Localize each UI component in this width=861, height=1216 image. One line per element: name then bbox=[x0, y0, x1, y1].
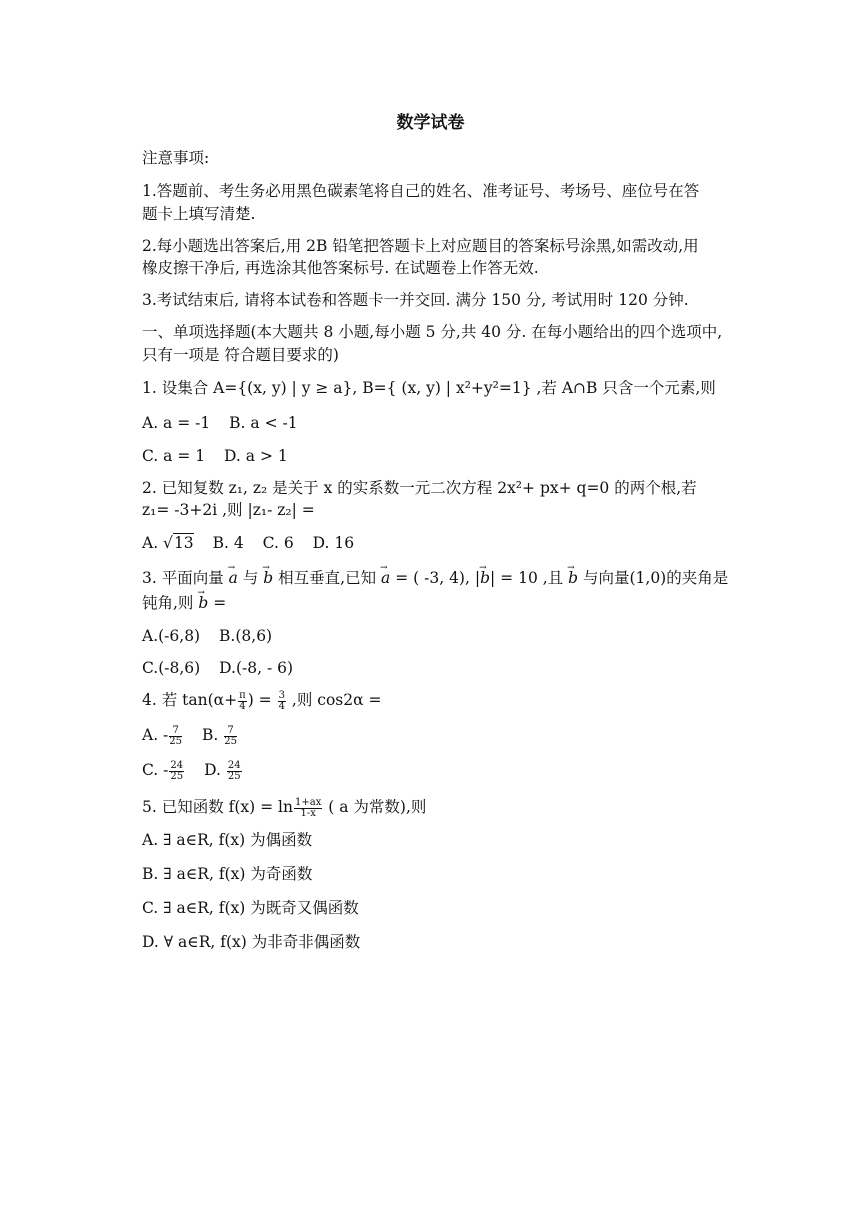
question-3-stem-line-1: 3. 平面向量 → a 与 → b 相互垂直,已知 → a = ( -3, 4), |→ b| = 10 ,且 → b 与向量(1,0)的夹角是 bbox=[142, 568, 728, 588]
question-4-option-c: C. - $\frac{24}{25}$ bbox=[142, 759, 184, 782]
question-3-option-a: A.(-6,8) bbox=[142, 627, 201, 645]
question-5-option-a: A. ∃ a∈R, f(x) 为偶函数 bbox=[142, 831, 313, 849]
notice-item-3: 3.考试结束后, 请将本试卷和答题卡一并交回. 满分 150 分, 考试用时 120 分钟. bbox=[142, 291, 689, 309]
question-2-option-b: B. 4 bbox=[212, 534, 244, 552]
question-5-option-d: D. ∀ a∈R, f(x) 为非奇非偶函数 bbox=[142, 933, 361, 951]
notice-item-2-line-1: 2.每小题选出答案后,用 2B 铅笔把答题卡上对应题目的答案标号涂黑,如需改动,用 bbox=[142, 237, 699, 255]
fraction: $\frac{1+ax}{1-x}$ bbox=[295, 796, 322, 819]
question-4-stem: 4. 若 tan(α+ $\frac{\pi}{4}$ ) = $\frac{3}{4}$ ,则 cos2α = bbox=[142, 689, 382, 712]
vector-a: → a bbox=[381, 568, 390, 588]
question-1-option-b: B. a < -1 bbox=[229, 414, 298, 432]
vector-b: → b bbox=[263, 568, 273, 588]
question-5-stem: 5. 已知函数 f(x) = ln $\frac{1+ax}{1-x}$ ( a 为常数),则 bbox=[142, 796, 427, 819]
section-heading-line-1: 一、单项选择题(本大题共 8 小题,每小题 5 分,共 40 分. 在每小题给出的四个选项中, bbox=[142, 323, 723, 341]
question-5-option-b: B. ∃ a∈R, f(x) 为奇函数 bbox=[142, 865, 313, 883]
notice-item-1-line-1: 1.答题前、考生务必用黑色碳素笔将自己的姓名、准考证号、考场号、座位号在答 bbox=[142, 182, 700, 200]
vector-b: → b bbox=[480, 568, 490, 588]
question-1-option-d: D. a > 1 bbox=[224, 447, 288, 465]
question-1-options-row-2 bbox=[142, 446, 288, 466]
notice-heading: 注意事项: bbox=[142, 149, 210, 167]
question-5-option-c: C. ∃ a∈R, f(x) 为既奇又偶函数 bbox=[142, 899, 359, 917]
notice-item-2-line-2: 橡皮擦干净后, 再选涂其他答案标号. 在试题卷上作答无效. bbox=[142, 259, 539, 277]
question-2-option-d: D. 16 bbox=[312, 534, 355, 552]
notice-item-1-line-2: 题卡上填写清楚. bbox=[142, 205, 256, 223]
vector-a: → a bbox=[229, 568, 238, 588]
question-1-option-a: A. a = -1 bbox=[142, 414, 211, 432]
question-2-option-a: A. √13 bbox=[142, 534, 194, 552]
question-3-stem-line-2: 钝角,则 → b = bbox=[142, 593, 226, 613]
question-1-options-row-1 bbox=[142, 413, 298, 433]
question-3-option-d: D.(-8, - 6) bbox=[219, 659, 294, 677]
question-2-stem-line-2: z₁= -3+2i ,则 |z₁- z₂| = bbox=[142, 501, 315, 519]
question-3-option-b: B.(8,6) bbox=[219, 627, 273, 645]
question-1-option-c: C. a = 1 bbox=[142, 447, 206, 465]
question-3-options-row-2 bbox=[142, 658, 293, 678]
question-4-options-row-2 bbox=[142, 760, 243, 782]
question-3-option-c: C.(-8,6) bbox=[142, 659, 201, 677]
question-4-option-d: D. $\frac{24}{25}$ bbox=[204, 759, 241, 782]
fraction: $\frac{\pi}{4}$ bbox=[239, 689, 246, 712]
question-4-option-a: A. - $\frac{7}{25}$ bbox=[142, 724, 183, 747]
question-2-stem-line-1: 2. 已知复数 z₁, z₂ 是关于 x 的实系数一元二次方程 2x²+ px+ q=0 的两个根,若 bbox=[142, 479, 697, 497]
fraction: $\frac{3}{4}$ bbox=[278, 689, 285, 712]
section-heading-line-2: 只有一项是 符合题目要求的) bbox=[142, 346, 339, 364]
question-2-options bbox=[142, 533, 354, 553]
page-title: 数学试卷 bbox=[396, 113, 465, 133]
question-4-options-row-1 bbox=[142, 725, 238, 747]
vector-b: → b bbox=[568, 568, 578, 588]
vector-b: → b bbox=[198, 593, 208, 613]
question-4-option-b: B. $\frac{7}{25}$ bbox=[201, 724, 237, 747]
question-3-options-row-1 bbox=[142, 626, 272, 646]
sqrt-radicand: 13 bbox=[173, 534, 194, 552]
question-2-option-c: C. 6 bbox=[262, 534, 294, 552]
question-1-stem: 1. 设集合 A={(x, y) | y ≥ a}, B={ (x, y) | x²+y²=1} ,若 A∩B 只含一个元素,则 bbox=[142, 379, 716, 397]
